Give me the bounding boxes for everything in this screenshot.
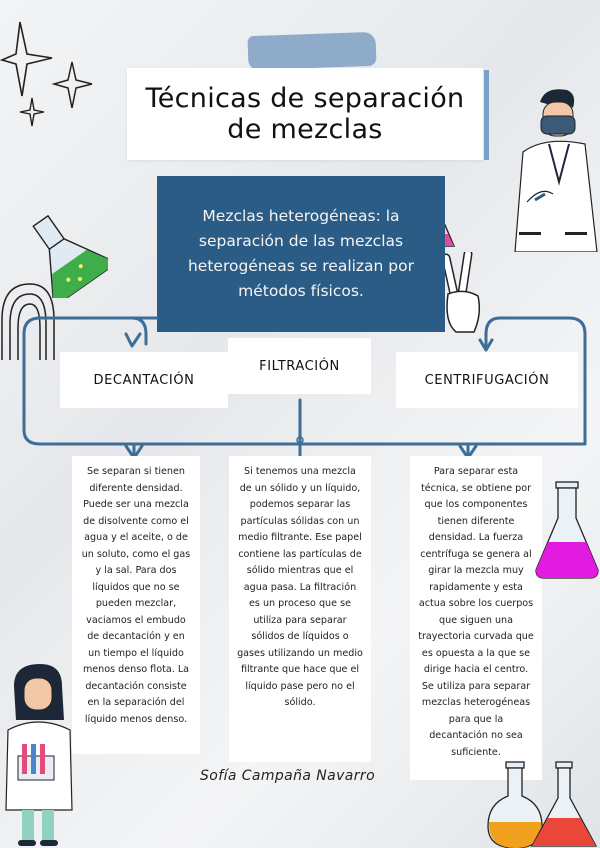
- page-title-line2: de mezclas: [227, 114, 383, 145]
- method-description-text: Se separan si tienen diferente densidad. Puede ser una mezcla de disolvente como el agua y el aceite, o de un soluto, como el gas y la sal. Para dos líquidos que no se pueden mezclar, vaciamos el embudo de decantación y en un tiempo el líquido menos denso flota. La decantación consiste en la separación del líquido menos denso.: [81, 466, 191, 725]
- beakers-icon: [476, 760, 600, 848]
- method-label-decantacion: [60, 352, 228, 408]
- scientist-woman-icon: [0, 660, 90, 848]
- method-label-text: CENTRIFUGACIÓN: [424, 372, 550, 388]
- pink-flask-icon: [534, 478, 600, 582]
- method-label-centrifugacion: [396, 352, 578, 408]
- page-title-line1: Técnicas de separación: [145, 83, 465, 114]
- method-label-filtracion: [228, 338, 371, 394]
- author-name: Sofía Campaña Navarro: [200, 768, 376, 784]
- method-label-text: DECANTACIÓN: [93, 372, 195, 388]
- method-label-text: FILTRACIÓN: [259, 358, 340, 374]
- method-description-centrifugacion: [410, 456, 542, 780]
- method-description-filtracion: [229, 456, 371, 762]
- method-description-text: Si tenemos una mezcla de un sólido y un líquido, podemos separar las partículas sólidas con un medio filtrante. Ese papel contiene las partículas de sólido mientras que el agua pasa. La filtración es un proceso que se utiliza para separar sólidos de líquidos o gases utilizando un medio filtrante que hace que el líquido pase pero no el sólido.: [237, 466, 363, 708]
- method-description-decantacion: [72, 456, 200, 754]
- method-description-text: Para separar esta técnica, se obtiene por que los componentes tienen diferente densidad. La fuerza centrífuga se genera al girar la mezcla muy rapidamente y esta actua sobre los cuerpos que siguen una trayectoria curvada que es opuesta a la que se dirige hacia el centro. Se utiliza para separar mezclas heterogéneas para que la decantación no sea suficiente.: [418, 466, 534, 758]
- intro-text: Mezclas heterogéneas: la separación de las mezclas heterogéneas se realizan por métodos físicos.: [187, 207, 415, 300]
